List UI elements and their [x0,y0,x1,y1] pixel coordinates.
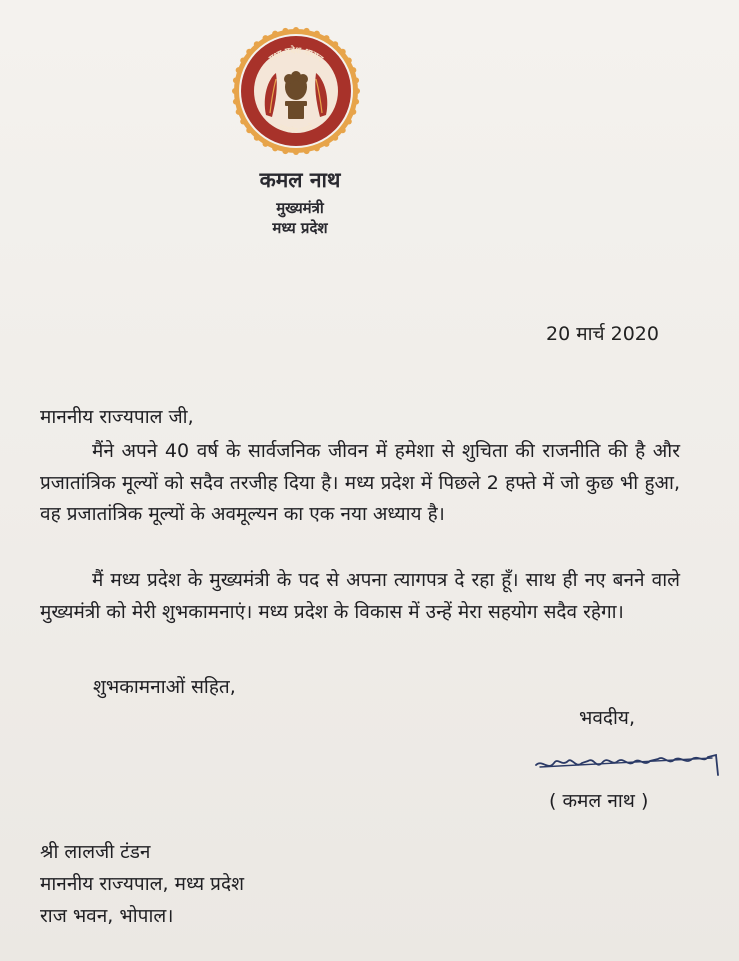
addressee-line: माननीय राज्यपाल, मध्य प्रदेश [40,873,244,895]
closing-line: शुभकामनाओं सहित, [93,676,236,698]
body-paragraph: मैंने अपने 40 वर्ष के सार्वजनिक जीवन में हमेशा से शुचिता की राजनीति की है और प्रजातांत्रिक मूल्यों को सदैव तरजीह दिया है। मध्य प्रदेश में पिछले 2 हफ्ते में जो कुछ भी हुआ, वह प्रजातांत्रिक मूल्यों के अवमूल्यन का एक नया अध्याय है। [40,440,680,525]
sign-off: भवदीय, [579,707,635,729]
handwritten-signature [532,745,727,787]
sender-title: मुख्यमंत्री [276,199,324,217]
letter-date: 20 मार्च 2020 [546,323,659,345]
body-paragraph: मैं मध्य प्रदेश के मुख्यमंत्री के पद से अपना त्यागपत्र दे रहा हूँ। साथ ही नए बनने वाले मुख्यमंत्री को मेरी शुभकामनाएं। मध्य प्रदेश के विकास में उन्हें मेरा सहयोग सदैव रहेगा। [40,569,680,623]
addressee-line: राज भवन, भोपाल। [40,905,174,927]
emblem-top-text: मध्य प्रदेश शासन [267,45,325,65]
sender-state: मध्य प्रदेश [272,219,328,237]
emblem-bottom-text: सत्यमेव जयते [277,121,315,136]
signatory-name: ( कमल नाथ ) [549,790,649,812]
sender-name: कमल नाथ [259,168,341,192]
addressee-line: श्री लालजी टंडन [40,841,151,863]
madhya-pradesh-emblem-icon [232,27,360,155]
salutation: माननीय राज्यपाल जी, [40,406,194,428]
